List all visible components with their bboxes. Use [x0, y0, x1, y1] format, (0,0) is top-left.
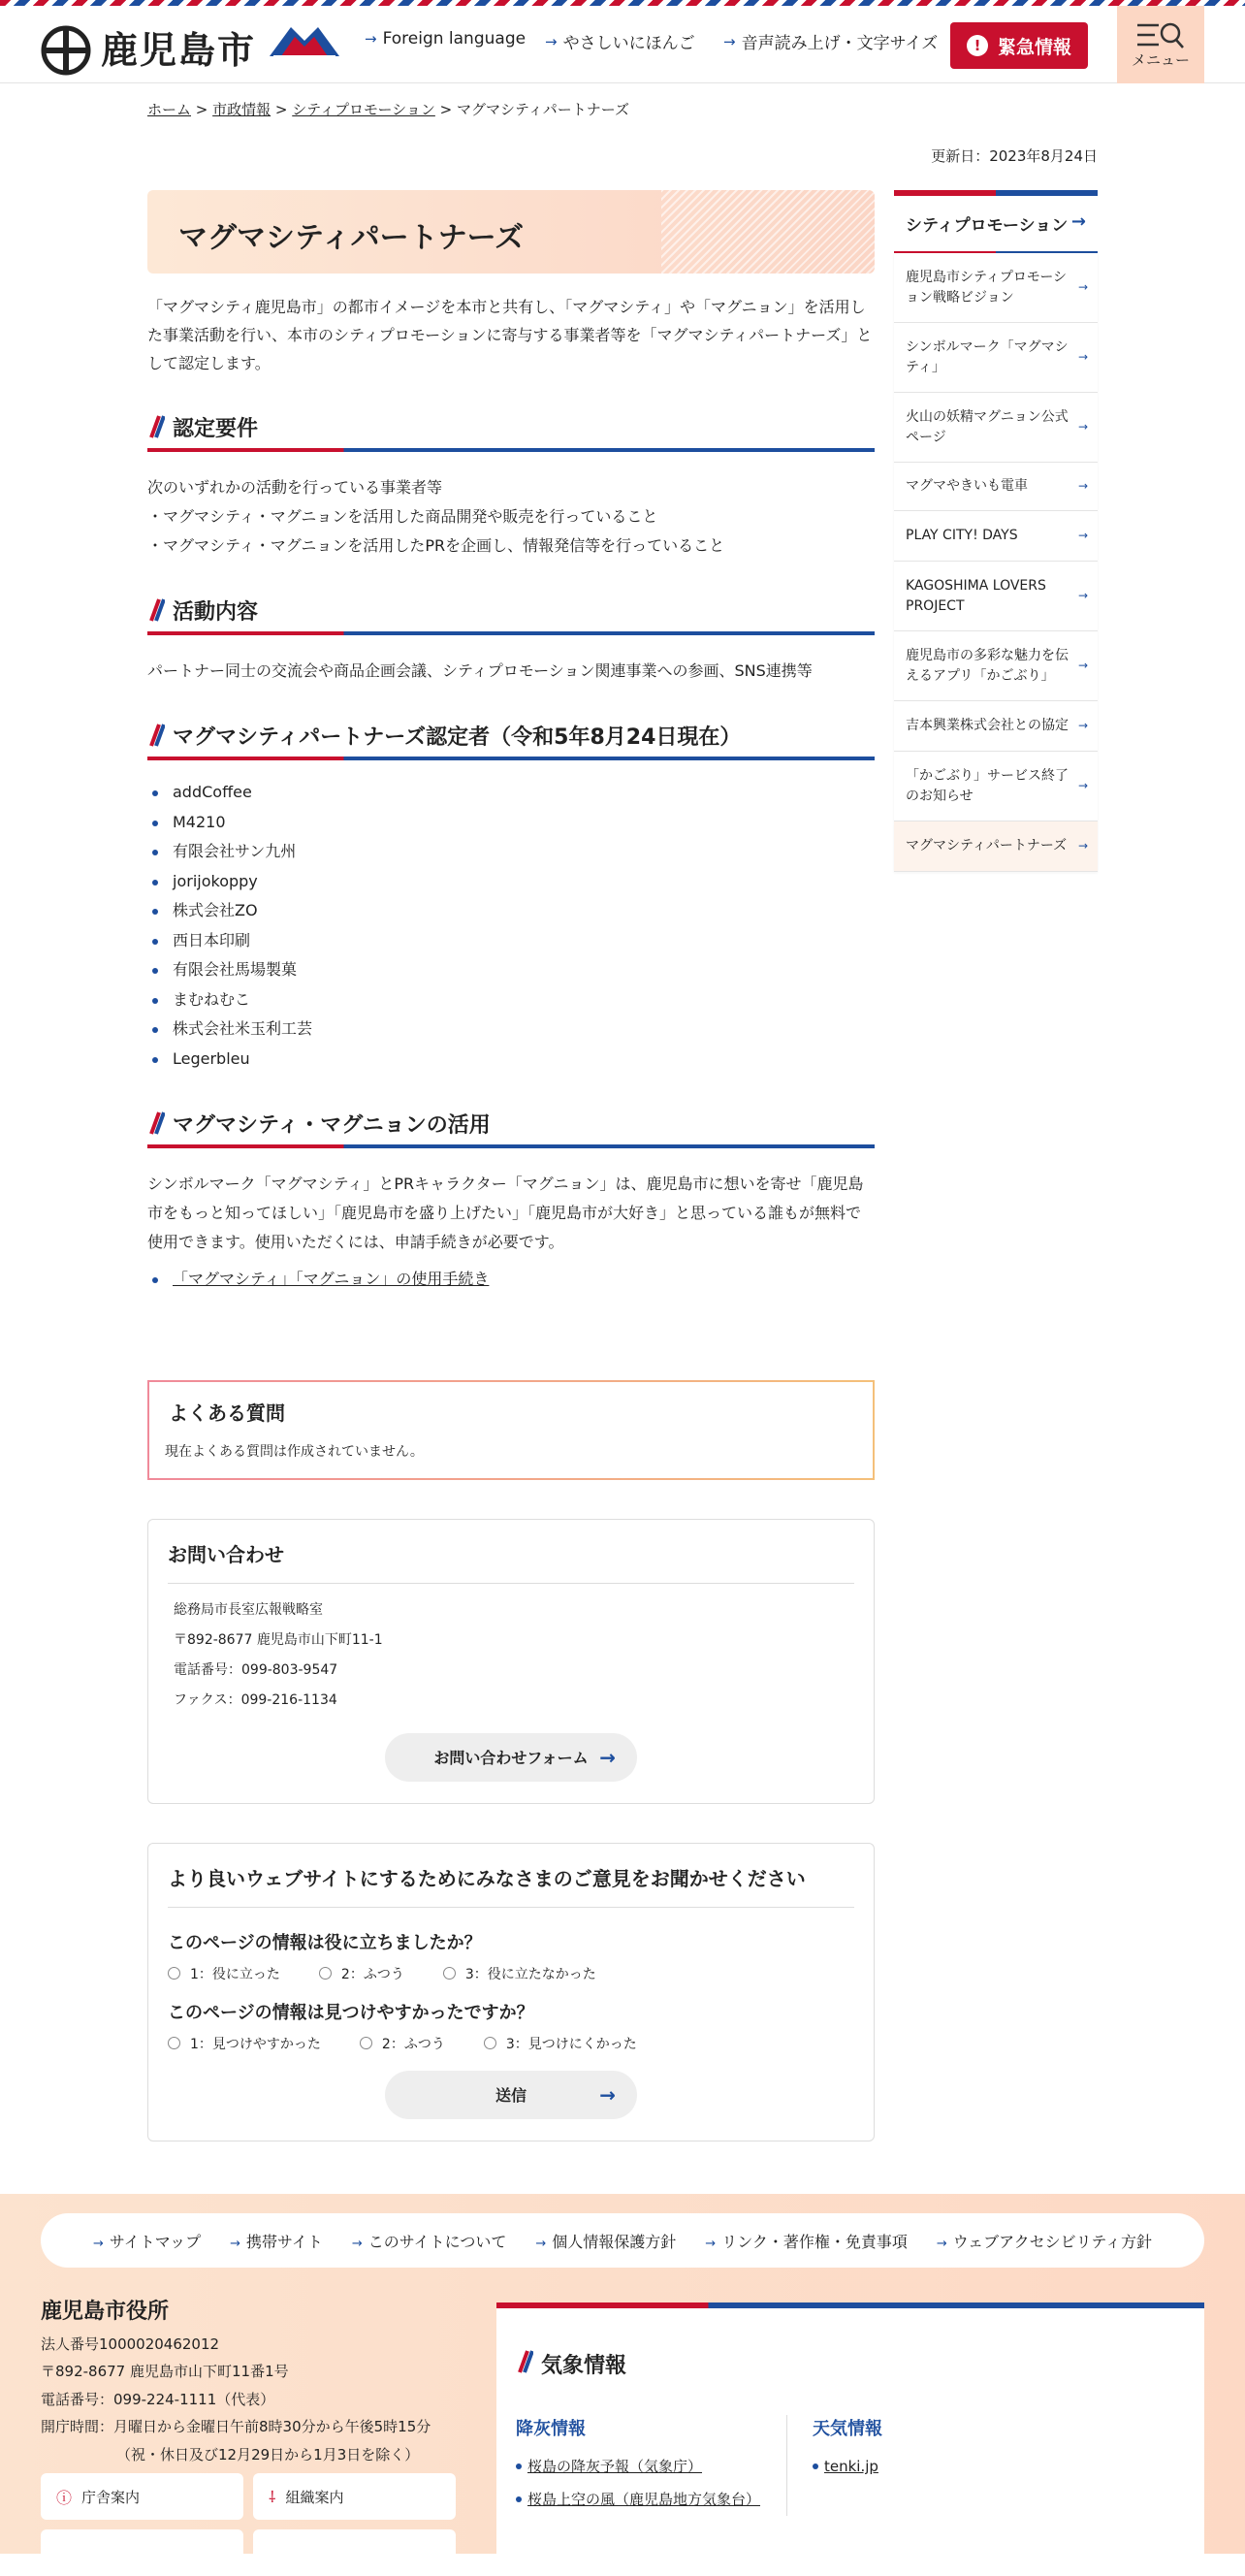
- faq-title: よくある質問: [169, 1401, 285, 1425]
- survey-question-1: このページの情報は役に立ちましたか？: [168, 1932, 482, 1953]
- list-item: jorijokoppy: [147, 867, 875, 897]
- city-name: 鹿児島市: [101, 29, 257, 72]
- usage-procedure-link[interactable]: 「マグマシティ」「マグニョン」の使用手続き: [173, 1270, 490, 1288]
- arrow-right-icon: →: [705, 2236, 717, 2251]
- contact-box: [147, 1519, 875, 1804]
- radio-normal-2[interactable]: 2：ふつう: [360, 2034, 445, 2053]
- radio-easy[interactable]: 1：見つけやすかった: [168, 2034, 321, 2053]
- sidebar-item-play-city[interactable]: PLAY CITY! DAYS →: [894, 511, 1098, 562]
- partner-list: [147, 778, 875, 1074]
- breadcrumb-home[interactable]: ホーム: [147, 101, 192, 118]
- site-footer: [0, 2194, 1245, 2554]
- arrow-right-icon: →: [365, 30, 377, 48]
- sidebar-item-yakiimo-train[interactable]: マグマやきいも電車 →: [894, 463, 1098, 511]
- section-heading-activities: 活動内容: [147, 596, 875, 635]
- survey-box: [147, 1843, 875, 2141]
- sidebar: [894, 190, 1098, 872]
- footer-button-extra-2[interactable]: [253, 2529, 456, 2576]
- emergency-info-button[interactable]: ! 緊急情報: [950, 22, 1088, 69]
- arrow-right-icon: →: [92, 2236, 104, 2251]
- arrow-right-icon: →: [1077, 659, 1088, 672]
- arrow-right-icon: →: [1077, 420, 1088, 434]
- sidebar-item-symbol-mark[interactable]: シンボルマーク「マグマシティ」 →: [894, 323, 1098, 393]
- sidebar-item-strategy-vision[interactable]: 鹿児島市シティプロモーション戦略ビジョン →: [894, 253, 1098, 323]
- updated-date: 更新日：2023年8月24日: [931, 147, 1098, 165]
- footer-button-extra-1[interactable]: [41, 2529, 243, 2576]
- page-title-box: [147, 190, 875, 274]
- alert-icon: !: [967, 35, 988, 56]
- sidebar-item-kagoburi-end[interactable]: 「かごぶり」サービス終了のお知らせ →: [894, 752, 1098, 821]
- list-item: addCoffee: [147, 778, 875, 808]
- slash-icon: [147, 723, 165, 748]
- sidebar-item-partners[interactable]: マグマシティパートナーズ →: [894, 821, 1098, 872]
- list-item: 有限会社馬場製菓: [147, 955, 875, 985]
- slash-icon: [147, 597, 165, 623]
- main-content: [147, 190, 875, 2141]
- arrow-right-icon: →: [1077, 479, 1088, 493]
- arrow-right-icon: →: [535, 2236, 547, 2251]
- footer-link-about[interactable]: → このサイトについて: [351, 2232, 507, 2251]
- requirements-text: 次のいずれかの活動を行っている事業者等 ・マグマシティ・マグニョンを活用した商品開発や販売を行っていること ・マグマシティ・マグニョンを活用したPRを企画し、情報発信等を行っていること: [147, 478, 725, 555]
- survey-question-2: このページの情報は見つけやすかったですか？: [168, 2002, 534, 2023]
- city-office-info: 鹿児島市役所 法人番号1000020462012 〒892-8677 鹿児島市山下町11番1号 電話番号：099-224-1111（代表） 開庁時間：月曜日から金曜日午前8時30分から午後5時15分 （祝・休日及び12月29日から1月3日を除く）: [41, 2300, 431, 2463]
- title-decoration: [661, 190, 875, 274]
- sakurajima-wind-link[interactable]: 桜島上空の風（鹿児島地方気象台）: [516, 2483, 786, 2516]
- breadcrumb-current: マグマシティパートナーズ: [456, 101, 630, 118]
- survey-options-2: [168, 2034, 854, 2053]
- section-heading-requirements: 認定要件: [147, 412, 875, 452]
- slash-icon: [516, 2349, 533, 2374]
- arrow-right-icon: →: [545, 32, 558, 50]
- survey-options-1: [168, 1964, 854, 1983]
- arrow-right-icon: →: [599, 2082, 616, 2107]
- usage-links: [147, 1265, 875, 1295]
- contact-form-button[interactable]: お問い合わせフォーム →: [385, 1733, 637, 1782]
- breadcrumb: ホーム > 市政情報 > シティプロモーション > マグマシティパートナーズ: [147, 101, 630, 118]
- sidebar-item-kagoburi-app[interactable]: 鹿児島市の多彩な魅力を伝えるアプリ「かごぶり」 →: [894, 631, 1098, 701]
- arrow-right-icon: →: [1077, 719, 1088, 732]
- organization-guide-button[interactable]: ⸸ 組織案内: [253, 2473, 456, 2520]
- usage-text: シンボルマーク「マグマシティ」とPRキャラクター「マグニョン」は、鹿児島市に想いを寄せ「鹿児島市をもっと知ってほしい」「鹿児島市を盛り上げたい」「鹿児島市が大好き」と思っている誰もが無料で使用できます。使用いただくには、申請手続きが必要です。: [147, 1175, 864, 1251]
- magma-city-logo[interactable]: [264, 17, 345, 80]
- voice-text-size-link[interactable]: → 音声読み上げ・文字サイズ: [723, 32, 939, 53]
- city-emblem-icon: [41, 25, 91, 76]
- list-item: Legerbleu: [147, 1045, 875, 1075]
- contact-details: 総務局市長室広報戦略室 〒892-8677 鹿児島市山下町11-1 電話番号：099-803-9547 ファクス：099-216-1134: [174, 1601, 383, 1708]
- foreign-language-link[interactable]: → Foreign language: [365, 29, 527, 48]
- breadcrumb-city-info[interactable]: 市政情報: [212, 101, 271, 118]
- arrow-right-icon: →: [1077, 529, 1088, 542]
- info-icon: ⓘ: [56, 2488, 73, 2507]
- footer-link-privacy[interactable]: → 個人情報保護方針: [535, 2232, 677, 2251]
- survey-title: より良いウェブサイトにするためにみなさまのご意見をお聞かせください: [168, 1863, 854, 1908]
- arrow-right-icon: →: [723, 32, 736, 50]
- arrow-right-icon: →: [936, 2236, 947, 2251]
- intro-text: 「マグマシティ鹿児島市」の都市イメージを本市と共有し、「マグマシティ」や「マグニョン」を活用した事業活動を行い、本市のシティプロモーションに寄与する事業者等を「マグマシティパートナーズ」として認定します。: [147, 298, 873, 372]
- city-logo[interactable]: [41, 25, 256, 76]
- sidebar-item-lovers-project[interactable]: KAGOSHIMA LOVERS PROJECT →: [894, 562, 1098, 631]
- slash-icon: [147, 414, 165, 439]
- arrow-right-icon: →: [1077, 280, 1088, 294]
- arrow-right-icon: →: [351, 2236, 363, 2251]
- arrow-right-icon: →: [1077, 589, 1088, 602]
- list-item: まむねむこ: [147, 985, 875, 1015]
- weather-info-box: [496, 2302, 1204, 2574]
- sidebar-item-yoshimoto[interactable]: 吉本興業株式会社との協定 →: [894, 701, 1098, 752]
- section-heading-usage: マグマシティ・マグニョンの活用: [147, 1109, 875, 1148]
- list-item: 有限会社サン九州: [147, 837, 875, 867]
- footer-link-mobile[interactable]: → 携帯サイト: [230, 2232, 323, 2251]
- footer-nav: [41, 2213, 1204, 2268]
- submit-button[interactable]: 送信 →: [385, 2071, 637, 2119]
- office-name: 鹿児島市役所: [41, 2300, 170, 2324]
- faq-text: 現在よくある質問は作成されていません。: [165, 1443, 424, 1460]
- sidebar-title[interactable]: シティプロモーション →: [894, 190, 1098, 253]
- radio-not-useful[interactable]: 3：役に立たなかった: [443, 1964, 596, 1983]
- site-header: [0, 6, 1245, 83]
- list-item: 西日本印刷: [147, 926, 875, 956]
- footer-link-copyright[interactable]: → リンク・著作権・免責事項: [705, 2232, 908, 2251]
- arrow-right-icon: →: [230, 2236, 240, 2251]
- footer-link-accessibility[interactable]: → ウェブアクセシビリティ方針: [936, 2232, 1153, 2251]
- section-heading-partners: マグマシティパートナーズ認定者（令和5年8月24日現在）: [147, 721, 875, 760]
- ash-info: 降灰情報 桜島の降灰予報（気象庁） 桜島上空の風（鹿児島地方気象台）: [516, 2415, 787, 2516]
- radio-useful[interactable]: 1：役に立った: [168, 1964, 280, 1983]
- arrow-right-icon: →: [1077, 839, 1088, 853]
- footer-link-sitemap[interactable]: → サイトマップ: [92, 2232, 202, 2251]
- org-chart-icon: ⸸: [269, 2488, 276, 2506]
- building-guide-button[interactable]: ⓘ 庁舎案内: [41, 2473, 243, 2520]
- menu-search-icon: [1135, 20, 1186, 49]
- contact-title: お問い合わせ: [168, 1539, 854, 1584]
- slash-icon: [147, 1111, 165, 1136]
- tenki-info: 天気情報 tenki.jp: [813, 2415, 882, 2483]
- arrow-right-icon: →: [1070, 211, 1086, 232]
- weather-title: 気象情報: [516, 2349, 626, 2379]
- menu-button[interactable]: メニュー: [1117, 6, 1204, 83]
- activities-text: パートナー同士の交流会や商品企画会議、シティプロモーション関連事業への参画、SNS連携等: [147, 661, 813, 680]
- arrow-right-icon: →: [1077, 779, 1088, 792]
- breadcrumb-city-promotion[interactable]: シティプロモーション: [292, 101, 435, 118]
- list-item: 株式会社ZO: [147, 896, 875, 926]
- tenki-link[interactable]: tenki.jp: [813, 2450, 882, 2483]
- list-item: M4210: [147, 808, 875, 838]
- ash-forecast-link[interactable]: 桜島の降灰予報（気象庁）: [516, 2450, 786, 2483]
- faq-box: [147, 1380, 875, 1480]
- arrow-right-icon: →: [1077, 350, 1088, 364]
- list-item: 株式会社米玉利工芸: [147, 1014, 875, 1045]
- page-title: マグマシティパートナーズ: [178, 221, 525, 255]
- radio-hard[interactable]: 3：見つけにくかった: [484, 2034, 637, 2053]
- easy-japanese-link[interactable]: → やさしいにほんご: [545, 32, 695, 53]
- arrow-right-icon: →: [599, 1745, 616, 1769]
- radio-normal[interactable]: 2：ふつう: [319, 1964, 404, 1983]
- sidebar-item-magnyon[interactable]: 火山の妖精マグニョン公式ページ →: [894, 393, 1098, 463]
